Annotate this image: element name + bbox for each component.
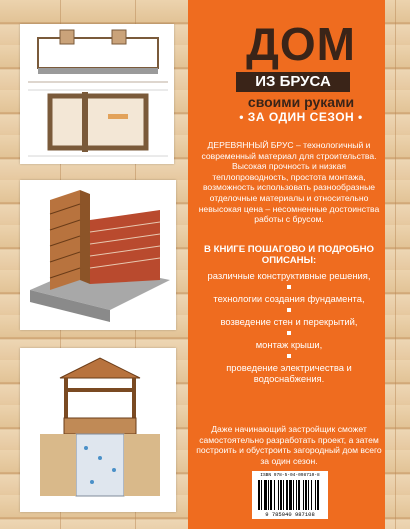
section-heading: В КНИГЕ ПОШАГОВО И ПОДРОБНО ОПИСАНЫ: — [204, 244, 374, 266]
bullet-square-icon — [287, 331, 291, 335]
topic-item: проведение электричества и водоснабжения. — [226, 362, 352, 384]
ean-digits: 9 785040 987108 — [265, 511, 315, 518]
well-drawing — [20, 348, 176, 512]
tagline: • ЗА ОДИН СЕЗОН • — [239, 110, 363, 124]
topic-item: различные конструктивные решения, — [207, 270, 371, 281]
topic-item: возведение стен и перекрытий, — [220, 316, 358, 327]
barcode-bars — [258, 480, 322, 510]
bullet-square-icon — [287, 285, 291, 289]
topic-item: технологии создания фундамента, — [213, 293, 365, 304]
intro-paragraph: ДЕРЕВЯННЫЙ БРУС – технологичный и современный материал для строительства. Высокая прочность и низкая теплопроводность, простота монтажа, возможность использовать разнообразные отделочные материалы и относительно невысокая цена – несомненные достоинства работы с брусом. — [198, 140, 380, 225]
title-box-label: ИЗ БРУСА — [236, 72, 350, 92]
barcode — [252, 471, 328, 519]
topic-item: монтаж крыши, — [255, 339, 323, 350]
bullet-square-icon — [287, 354, 291, 358]
wall-construction-illustration — [20, 180, 176, 330]
foundation-plan-illustration — [20, 24, 174, 164]
topics-list — [194, 270, 384, 384]
bullet-square-icon — [287, 308, 291, 312]
wall-construction-drawing — [20, 180, 176, 330]
plank-seam — [395, 0, 396, 529]
book-title: ДОМ — [246, 18, 356, 70]
outro-paragraph: Даже начинающий застройщик сможет самостоятельно разработать проект, а затем построить и обустроить загородный дом всего за один сезон. — [196, 424, 382, 466]
isbn-label: ISBN 978-5-04-098710-8 — [260, 473, 320, 478]
subtitle: своими руками — [247, 94, 355, 110]
well-illustration — [20, 348, 176, 512]
foundation-plan-drawing — [20, 24, 174, 164]
